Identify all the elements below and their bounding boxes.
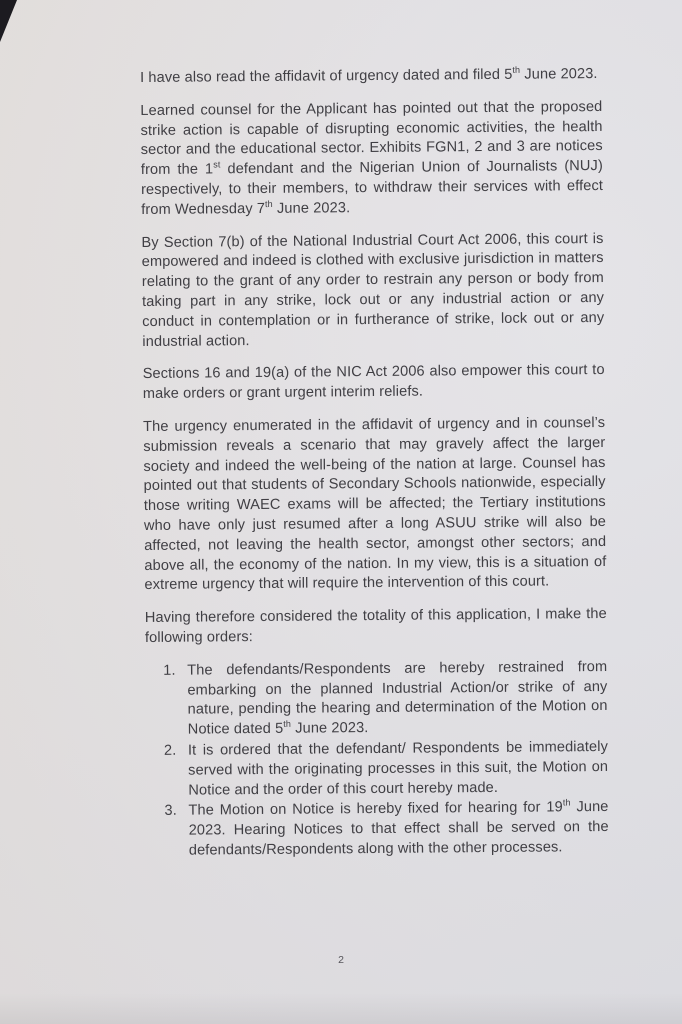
- ordinal-superscript: th: [512, 64, 521, 75]
- paragraph: By Section 7(b) of the National Industrial Court Act 2006, this court is empowered and indeed is clothed with exclusive jurisdiction in matters relating to the grant of any order to restrain any person or body from taking part in any strike, lock out or any industrial action or any conduct in contemplation or in furtherance of strike, lock out or any industrial action.: [141, 230, 605, 350]
- ordinal-superscript: th: [264, 198, 273, 209]
- order-item-number: 2.: [163, 742, 177, 759]
- photo-corner-shadow: [0, 0, 17, 42]
- paragraph: I have also read the affidavit of urgency dated and filed 5th June 2023.: [140, 64, 598, 87]
- ordinal-superscript: st: [213, 159, 221, 170]
- paragraph: Learned counsel for the Applicant has pointed out that the proposed strike action is capable of disrupting economic activities, the health sector and the educational sector. Exhibits FGN1, 2 and 3 are notices from the 1st defendant and the Nigerian Union of Journalists (NUJ) respectively, to their members, to withdraw their services with effect from Wednesday 7th June 2023.: [140, 98, 604, 218]
- page-number: 2: [338, 954, 344, 966]
- paragraph: Sections 16 and 19(a) of the NIC Act 2006 also empower this court to make orders or grant urgent interim reliefs.: [142, 362, 605, 403]
- order-item: [164, 798, 609, 861]
- ordinal-superscript: th: [562, 797, 571, 808]
- order-item-number: 1.: [163, 662, 176, 679]
- document-body: [140, 65, 609, 863]
- order-item-text: It is ordered that the defendant/ Respondents be immediately served with the originating processes in this suit, the Motion on Notice and the order of this court hereby made.: [187, 738, 609, 799]
- order-item-text: The defendants/Respondents are hereby restrained from embarking on the planned Industrial Action/or strike of any nature, pending the hearing and determination of the Motion on Notice dated 5th June 2023.: [187, 658, 608, 738]
- order-item-number: 3.: [164, 803, 177, 820]
- order-item: [164, 738, 609, 801]
- ordinal-superscript: th: [283, 718, 292, 730]
- order-item: [163, 658, 608, 741]
- paragraph: Having therefore considered the totality of this application, I make the following orders:: [144, 606, 607, 646]
- paragraph: The urgency enumerated in the affidavit of urgency and in counsel’s submission reveals a scenario that may gravely affect the larger society and indeed the well-being of the nation at large. Counsel has pointed out that students of Secondary Schools nationwide, especially those writing WAEC exams will be affected; the Tertiary institutions who have only just resumed after a long ASUU strike will also be affected, not leaving the health sector, amongst other sectors; and above all, the economy of the nation. In my view, this is a situation of extreme urgency that will require the intervention of this court.: [143, 414, 607, 594]
- order-item-text: The Motion on Notice is hereby fixed for hearing for 19th June 2023. Hearing Notices to that effect shall be served on the defendants/Respondents along with the other processes.: [188, 797, 609, 859]
